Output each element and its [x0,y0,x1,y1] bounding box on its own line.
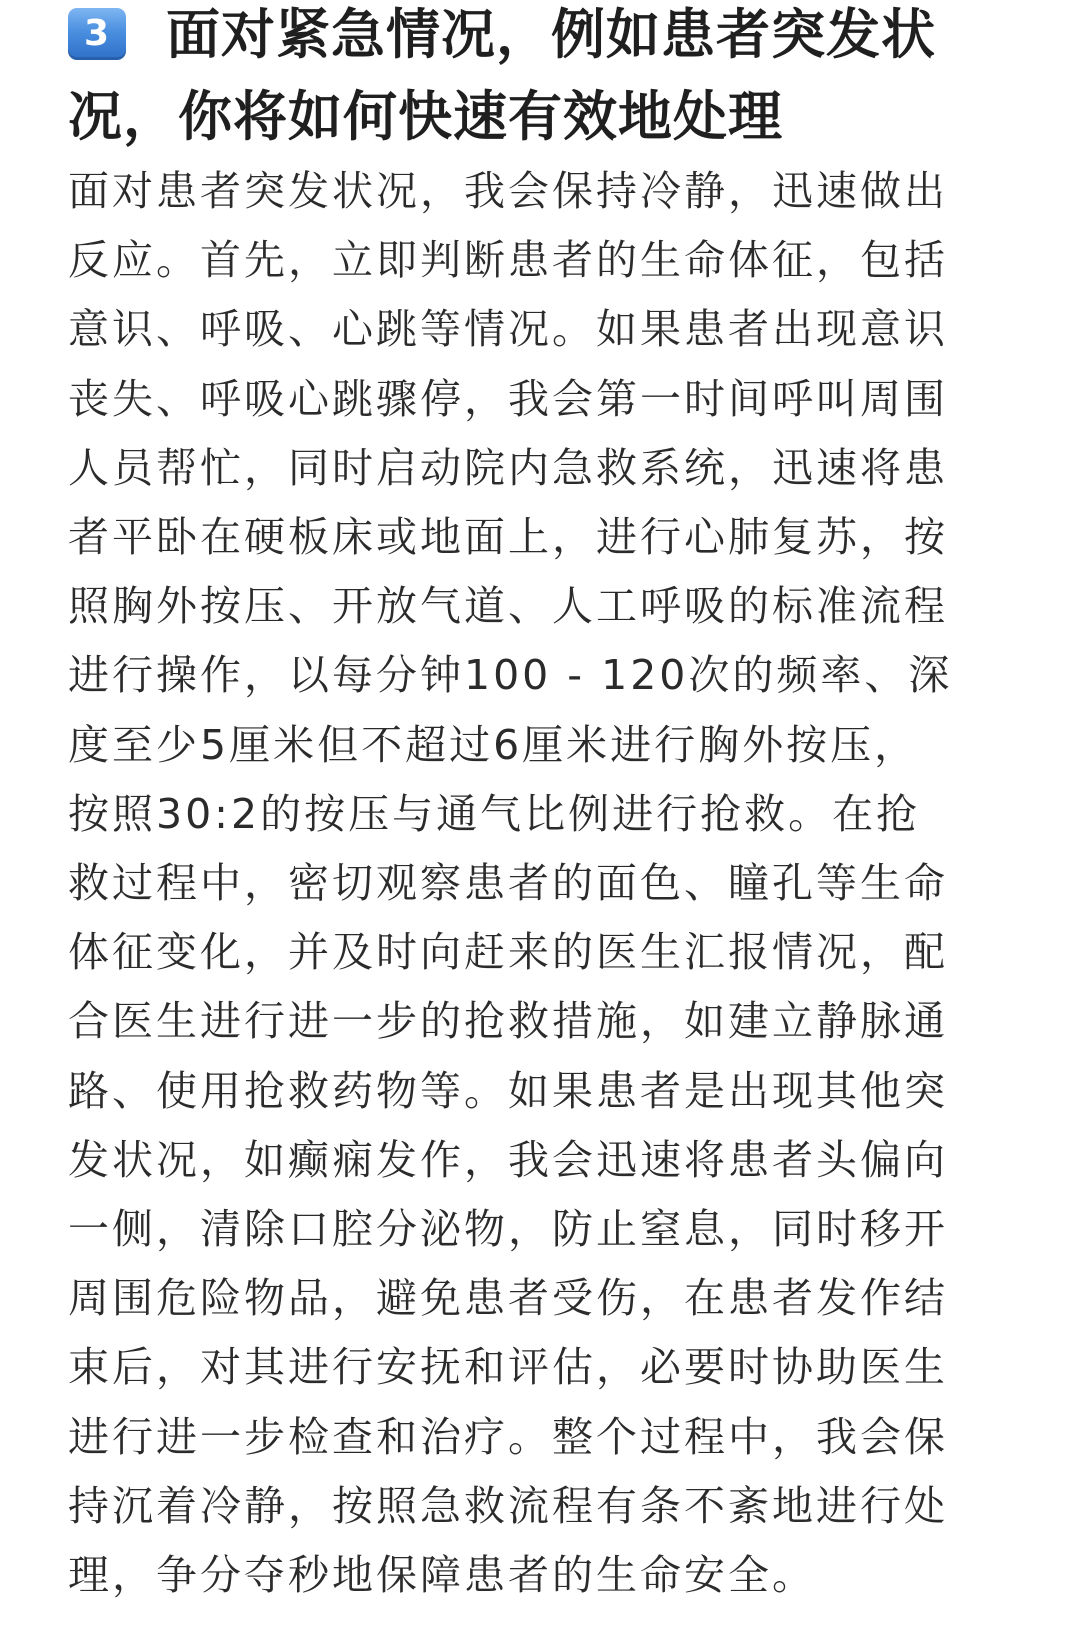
question-heading [68,0,1028,158]
paragraph-line: 合医生进行进一步的抢救措施，如建立静脉通 [68,997,948,1046]
paragraph-line: 者平卧在硬板床或地面上，进行心肺复苏，按 [68,513,948,562]
heading-line-2: 况，你将如何快速有效地处理 [68,85,783,148]
paragraph-line: 人员帮忙，同时启动院内急救系统，迅速将患 [68,443,948,492]
paragraph-line-partial: 理，争分夺秒地保障患者的生命安全。 [68,1551,816,1600]
paragraph-line: 体征变化，并及时向赶来的医生汇报情况，配 [68,928,948,977]
paragraph-line: 照胸外按压、开放气道、人工呼吸的标准流程 [68,582,948,631]
paragraph-line: 按照30:2的按压与通气比例进行抢救。在抢 [68,789,921,838]
paragraph-line: 束后，对其进行安抚和评估，必要时协助医生 [68,1343,948,1392]
paragraph-line: 路、使用抢救药物等。如果患者是出现其他突 [68,1066,948,1115]
paragraph-line: 意识、呼吸、心跳等情况。如果患者出现意识 [68,305,948,354]
paragraph-line: 救过程中，密切观察患者的面色、瞳孔等生命 [68,859,948,908]
paragraph-line: 面对患者突发状况，我会保持冷静，迅速做出 [68,167,948,215]
paragraph-line: 一侧，清除口腔分泌物，防止窒息，同时移开 [68,1205,948,1254]
answer-paragraph [68,157,1028,1610]
heading-line-1 [68,0,1028,76]
paragraph-line: 度至少5厘米但不超过6厘米进行胸外按压， [68,720,919,769]
paragraph-line: 反应。首先，立即判断患者的生命体征，包括 [68,236,948,285]
paragraph-line: 进行操作，以每分钟100 - 120次的频率、深 [68,651,953,700]
paragraph-line: 持沉着冷静，按照急救流程有条不紊地进行处 [68,1481,948,1530]
paragraph-line: 发状况，如癫痫发作，我会迅速将患者头偏向 [68,1135,948,1184]
paragraph-line: 进行进一步检查和治疗。整个过程中，我会保 [68,1412,948,1461]
keycap-number-icon: 3 [68,8,126,60]
heading-text-1: 面对紧急情况，例如患者突发状 [166,3,936,66]
paragraph-line: 周围危险物品，避免患者受伤，在患者发作结 [68,1274,948,1323]
paragraph-line: 丧失、呼吸心跳骤停，我会第一时间呼叫周围 [68,374,948,423]
